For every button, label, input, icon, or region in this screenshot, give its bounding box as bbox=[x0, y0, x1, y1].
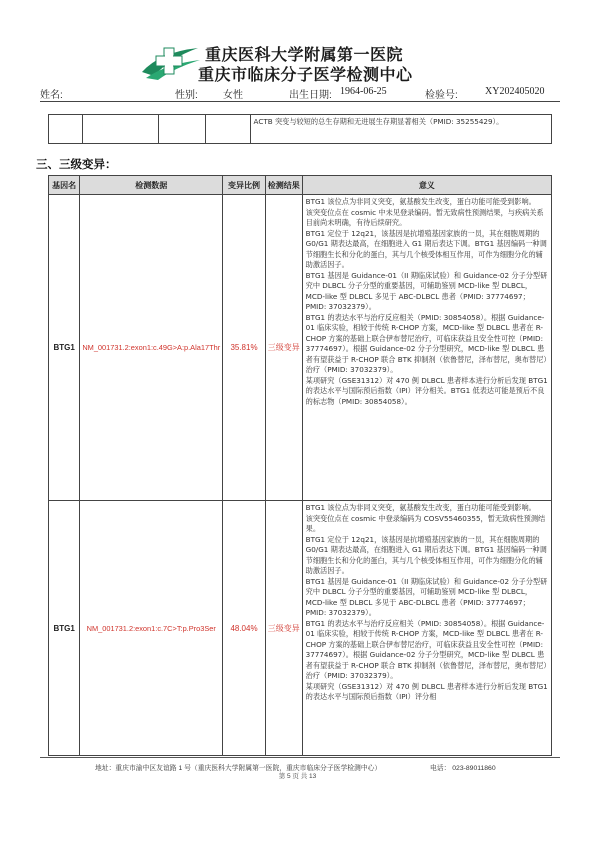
table-row bbox=[49, 115, 552, 144]
continued-meaning: ACTB 突变与较短的总生存期和无进展生存期显著相关（PMID: 35255429）。 bbox=[250, 115, 551, 144]
header-divider bbox=[40, 101, 560, 102]
meaning-paragraph: 该突变位点在 cosmic 中登录编码为 COSV55460355，暂无致病性预测结果。 bbox=[305, 513, 546, 533]
meaning-paragraph: BTG1 基因是 Guidance-01（II 期临床试验）和 Guidance-02 分子分型研究中 DLBCL 分子分型的重要基因，可辅助鉴别 MCD-like 型 DLBCL，MCD-like 型 DLBCL 多见于 ABC-DLBCL 患者（PMID: 37774697；PMID: 37032379）。 bbox=[305, 576, 548, 617]
patient-info-bar bbox=[40, 86, 560, 101]
id-label: 检验号: bbox=[425, 90, 458, 101]
ratio-cell: 35.81% bbox=[223, 195, 266, 501]
hospital-logo-icon bbox=[140, 42, 202, 82]
meaning-paragraph: BTG1 该位点为非同义突变，氨基酸发生改变，蛋白功能可能受到影响。 bbox=[305, 197, 536, 206]
col-header-detection: 检测数据 bbox=[80, 176, 223, 195]
gender-label: 性别: bbox=[175, 90, 198, 101]
meaning-paragraph: 该突变位点在 cosmic 中未见登录编码。暂无致病性预测结果，与疾病关系目前尚未明确，有待后续研究。 bbox=[305, 207, 544, 227]
dob-value: 1964-06-25 bbox=[340, 86, 387, 97]
detection-cell: NM_001731.2:exon1:c.7C>T:p.Pro3Ser bbox=[80, 501, 223, 756]
id-value: XY202405020 bbox=[485, 86, 545, 97]
gender-value: 女性 bbox=[223, 90, 243, 101]
detection-cell: NM_001731.2:exon1:c.49G>A:p.Ala17Thr bbox=[80, 195, 223, 501]
col-header-result: 检测结果 bbox=[265, 176, 302, 195]
gene-cell: BTG1 bbox=[49, 501, 80, 756]
footer-address: 地址：重庆市渝中区友谊路 1 号（重庆医科大学附属第一医院，重庆市临床分子医学检测中心） bbox=[95, 765, 382, 772]
table-header-row bbox=[49, 176, 552, 195]
ratio-cell: 48.04% bbox=[223, 501, 266, 756]
section-title: 三、三级变异： bbox=[36, 159, 117, 171]
gene-cell: BTG1 bbox=[49, 195, 80, 501]
meaning-paragraph: BTG1 定位于 12q21，该基因是抗增殖基因家族的一员，其在细胞周期的 G0/G1 期表达最高，在细胞进入 G1 期后表达下调。BTG1 基因编码一种调节细胞生长和分化的蛋白，其与几个核受体相互作用，可作为细胞分化的辅助激活因子。 bbox=[305, 228, 547, 269]
report-header bbox=[0, 0, 595, 100]
col-header-meaning: 意义 bbox=[302, 176, 551, 195]
col-header-ratio: 变异比例 bbox=[223, 176, 266, 195]
meaning-cell bbox=[302, 501, 551, 756]
center-name: 重庆市临床分子医学检测中心 bbox=[198, 67, 413, 84]
meaning-paragraph: 某项研究（GSE31312）对 470 例 DLBCL 患者样本进行分析后发现 BTG1 的表达水平与国际预后指数（IPI）评分相 bbox=[305, 681, 548, 701]
col-header-gene: 基因名 bbox=[49, 176, 80, 195]
name-label: 姓名: bbox=[40, 90, 63, 101]
meaning-paragraph: BTG1 基因是 Guidance-01（II 期临床试验）和 Guidance-02 分子分型研究中 DLBCL 分子分型的重要基因，可辅助鉴别 MCD-like 型 DLBCL，MCD-like 型 DLBCL 多见于 ABC-DLBCL 患者（PMID: 37774697；PMID: 37032379）。 bbox=[305, 270, 548, 311]
continued-table bbox=[48, 114, 552, 144]
variant-table bbox=[48, 175, 552, 756]
result-cell: 三级变异 bbox=[265, 501, 302, 756]
meaning-paragraph: BTG1 定位于 12q21，该基因是抗增殖基因家族的一员，其在细胞周期的 G0/G1 期表达最高，在细胞进入 G1 期后表达下调。BTG1 基因编码一种调节细胞生长和分化的蛋白，其与几个核受体相互作用，可作为细胞分化的辅助激活因子。 bbox=[305, 534, 547, 575]
result-cell: 三级变异 bbox=[265, 195, 302, 501]
table-row bbox=[49, 501, 552, 756]
footer-phone: 电话： 023-89011860 bbox=[430, 765, 496, 772]
meaning-paragraph: BTG1 该位点为非同义突变，氨基酸发生改变，蛋白功能可能受到影响。 bbox=[305, 503, 536, 512]
meaning-paragraph: BTG1 的表达水平与治疗反应相关（PMID: 30854058）。根据 Guidance-01 临床实验，相较于传统 R-CHOP 方案，MCD-like 型 DLBCL 患者在 R-CHOP 方案的基础上联合伊布替尼治疗，可临床获益且安全性可控（PMID: 37774697）。根据 Guidance-02 分子分型研究，MCD-like 型 DLBCL 患者有望获益于 R-CHOP 联合 BTK 抑制剂（依鲁替尼，泽布替尼，奥布替尼）治疗（PMID: 37032379）。 bbox=[305, 618, 547, 680]
dob-label: 出生日期: bbox=[289, 90, 332, 101]
table-row bbox=[49, 195, 552, 501]
page-indicator: 第 5 页 共 13 bbox=[278, 773, 317, 780]
meaning-cell bbox=[302, 195, 551, 501]
footer-divider bbox=[40, 757, 560, 758]
hospital-name: 重庆医科大学附属第一医院 bbox=[205, 47, 404, 64]
meaning-paragraph: 某项研究（GSE31312）对 470 例 DLBCL 患者样本进行分析后发现 BTG1 的表达水平与国际预后指数（IPI）评分相关。BTG1 低表达可能是预后不良的标志物（PMID: 30854058）。 bbox=[305, 375, 548, 406]
meaning-paragraph: BTG1 的表达水平与治疗反应相关（PMID: 30854058）。根据 Guidance-01 临床实验，相较于传统 R-CHOP 方案，MCD-like 型 DLBCL 患者在 R-CHOP 方案的基础上联合伊布替尼治疗，可临床获益且安全性可控（PMID: 37774697）。根据 Guidance-02 分子分型研究，MCD-like 型 DLBCL 患者有望获益于 R-CHOP 联合 BTK 抑制剂（依鲁替尼，泽布替尼，奥布替尼）治疗（PMID: 37032379）。 bbox=[305, 312, 547, 374]
